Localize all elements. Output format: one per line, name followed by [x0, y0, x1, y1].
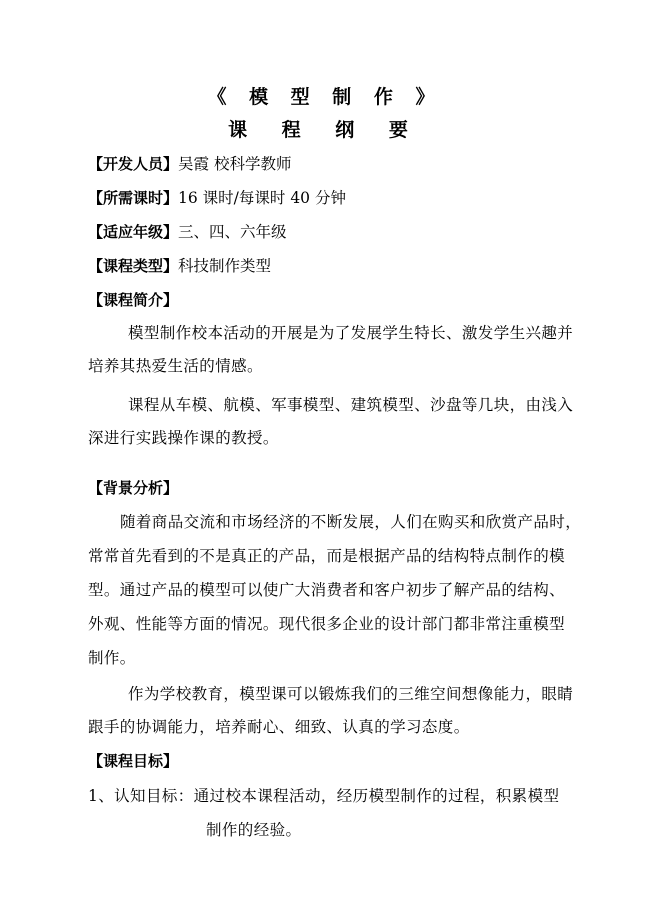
- intro-paragraph-1-line-2: 培养其热爱生活的情感。: [88, 357, 263, 375]
- background-paragraph-1-line-2: 常常首先看到的不是真正的产品，而是根据产品的结构特点制作的模: [88, 547, 566, 565]
- field-type-value: 科技制作类型: [178, 257, 272, 275]
- section-intro-heading: 【课程简介】: [88, 291, 179, 309]
- section-background-heading: 【背景分析】: [88, 479, 179, 497]
- field-hours: [88, 188, 346, 208]
- field-developer-value: 吴霞 校科学教师: [178, 155, 292, 173]
- field-grades-label: 【适应年级】: [88, 223, 179, 241]
- background-paragraph-1-line-5: 制作。: [88, 649, 136, 667]
- intro-paragraph-2-line-2: 深进行实践操作课的教授。: [88, 429, 279, 447]
- field-type: [88, 256, 271, 276]
- background-paragraph-1-line-3: 型。通过产品的模型可以使广大消费者和客户初步了解产品的结构、: [88, 581, 566, 599]
- goal-item-1-line-2: 制作的经验。: [206, 821, 302, 839]
- intro-paragraph-2-line-1: 课程从车模、航模、军事模型、建筑模型、沙盘等几块，由浅入: [128, 396, 574, 414]
- field-grades: [88, 222, 287, 242]
- background-paragraph-1-line-1: 随着商品交流和市场经济的不断发展，人们在购买和欣赏产品时，: [120, 513, 582, 531]
- field-hours-label: 【所需课时】: [88, 189, 179, 207]
- field-developer: [88, 154, 291, 174]
- intro-paragraph-1-line-1: 模型制作校本活动的开展是为了发展学生特长、激发学生兴趣并: [128, 324, 574, 342]
- section-goals-heading: 【课程目标】: [88, 752, 179, 770]
- field-type-label: 【课程类型】: [88, 257, 179, 275]
- document-subtitle: 课 程 纲 要: [228, 119, 422, 141]
- field-developer-label: 【开发人员】: [88, 155, 179, 173]
- background-paragraph-2-line-2: 跟手的协调能力，培养耐心、细致、认真的学习态度。: [88, 718, 470, 736]
- background-paragraph-2-line-1: 作为学校教育，模型课可以锻炼我们的三维空间想像能力，眼睛: [128, 685, 574, 703]
- background-paragraph-1-line-4: 外观、性能等方面的情况。现代很多企业的设计部门都非常注重模型: [88, 615, 566, 633]
- document-title: 《 模 型 制 作 》: [207, 86, 443, 108]
- goal-item-1-line-1: 1、认知目标：通过校本课程活动，经历模型制作的过程，积累模型: [88, 787, 560, 805]
- field-hours-value: 16 课时/每课时 40 分钟: [178, 189, 346, 207]
- field-grades-value: 三、四、六年级: [178, 223, 287, 241]
